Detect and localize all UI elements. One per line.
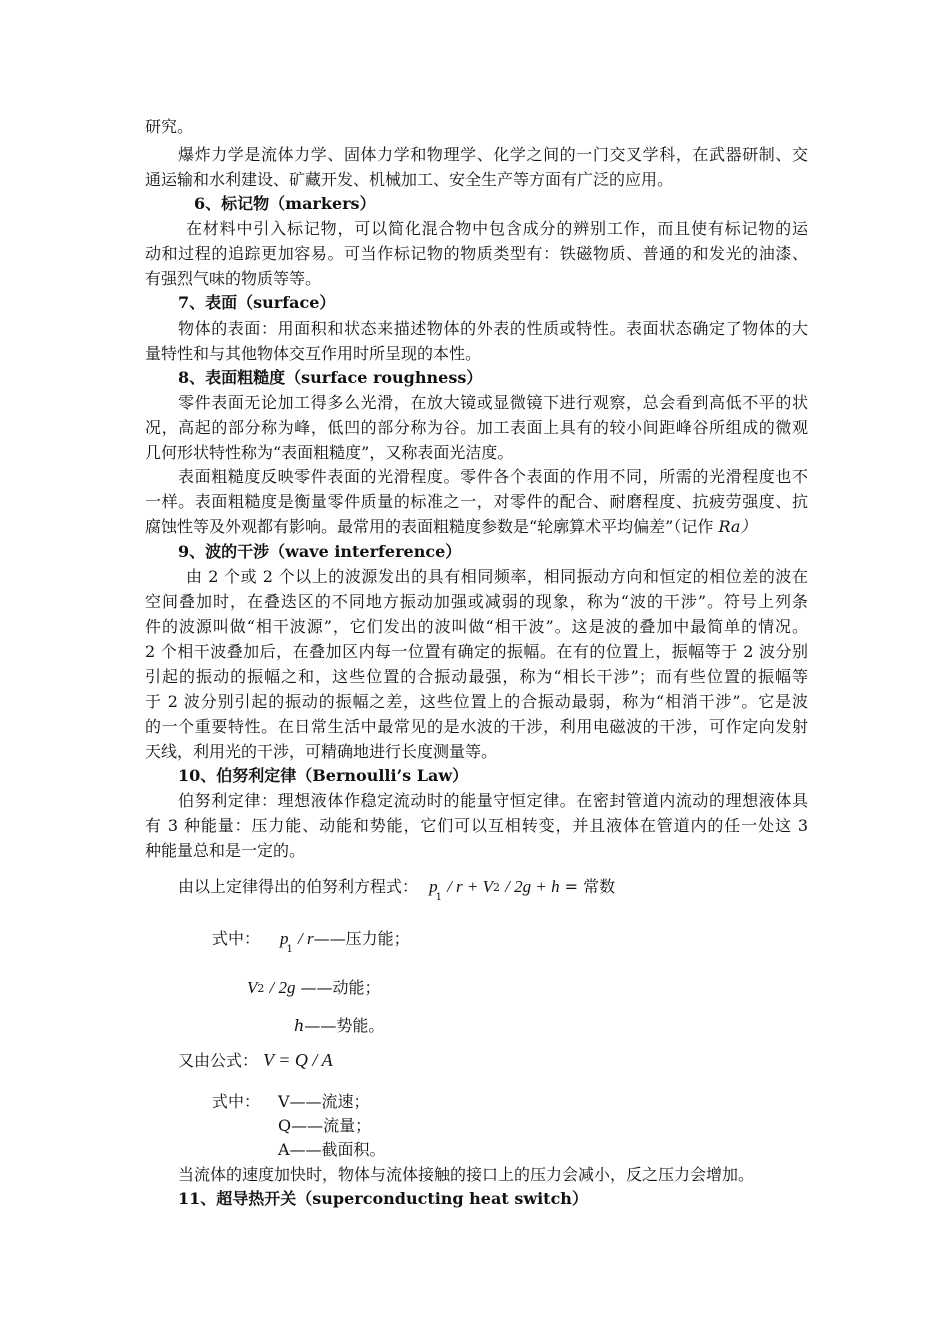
paragraph-line: 一样。表面粗糙度是衡量零件质量的标准之一，对零件的配合、耐磨程度、抗疲劳强度、抗 (145, 492, 808, 511)
section-heading-superconducting-heat-switch: 11、超导热开关（superconducting heat switch） (178, 1189, 588, 1208)
term-expression: / r (297, 929, 314, 948)
paragraph-line: 当流体的速度加快时，物体与流体接触的接口上的压力会减小，反之压力会增加。 (178, 1165, 755, 1184)
equation-term: / r + V (447, 877, 494, 896)
term-velocity: V——流速； (278, 1092, 370, 1111)
paragraph-line: 动和过程的追踪更加容易。可当作标记物的物质类型有：铁磁物质、普通的和发光的油漆、 (145, 244, 808, 263)
formula-intro: 又由公式： (178, 1051, 259, 1070)
paragraph-line: 有强烈气味的物质等等。 (145, 269, 322, 288)
paragraph-line: 物体的表面：用面积和状态来描述物体的外表的性质或特性。表面状态确定了物体的大 (178, 319, 808, 338)
ra-symbol: Ra） (718, 517, 757, 536)
paragraph-line: 引起的振动的振幅之和，这些位置的合振动最强，称为“相长干涉”；而有些位置的振幅等 (145, 667, 808, 686)
paragraph-line: 2 个相干波叠加后，在叠加区内每一位置有确定的振幅。在有的位置上，振幅等于 2 波分别 (145, 642, 808, 661)
pressure-symbol: p (429, 877, 438, 896)
bernoulli-equation (178, 877, 616, 903)
term-pressure-energy (280, 929, 410, 955)
paragraph-line: 伯努利定律：理想液体作稳定流动时的能量守恒定律。在密封管道内流动的理想液体具 (178, 791, 808, 810)
paragraph-line: 的一个重要特性。在日常生活中最常见的是水波的干涉，利用电磁波的干涉，可作定向发射 (145, 717, 808, 736)
paragraph-line: 有 3 种能量：压力能、动能和势能，它们可以互相转变，并且液体在管道内的任一处这 3 (145, 816, 808, 835)
paragraph-line: 种能量总和是一定的。 (145, 841, 306, 860)
term-area: A——截面积。 (278, 1140, 386, 1159)
velocity-exponent: 2 (493, 881, 501, 894)
paragraph-line: 于 2 波分别引起的振动的振幅之差，这些位置上的合振动最弱，称为“相消干涉”。它是波 (145, 692, 808, 711)
paragraph-line: 天线，利用光的干涉，可精确地进行长度测量等。 (145, 742, 498, 761)
velocity-exponent: 2 (257, 982, 265, 995)
equation-constant: = 常数 (559, 877, 616, 896)
pressure-subscript: 1 (286, 944, 293, 955)
pressure-subscript: 1 (435, 892, 442, 903)
section-heading-bernoulli: 10、伯努利定律（Bernoulli’s Law） (178, 766, 469, 785)
term-potential-energy (294, 1016, 384, 1036)
paragraph-line: 空间叠加时，在叠迭区的不同地方振动加强或减弱的现象，称为“波的干涉”。符号上列条 (145, 592, 808, 611)
height-symbol: h (294, 1016, 305, 1035)
where-label: 式中： (212, 1092, 261, 1111)
paragraph-text: 腐蚀性等及外观都有影响。最常用的表面粗糙度参数是“轮廓算术平均偏差”（记作 (145, 517, 719, 536)
term-description: ——压力能； (313, 929, 410, 948)
term-description: ——势能。 (304, 1016, 385, 1035)
paragraph-line: 爆炸力学是流体力学、固体力学和物理学、化学之间的一门交叉学科，在武器研制、交 (178, 145, 808, 164)
paragraph-line: 由 2 个或 2 个以上的波源发出的具有相同频率，相同振动方向和恒定的相位差的波在 (186, 567, 808, 586)
term-description: ——动能； (295, 978, 381, 997)
paragraph-line: 通运输和水利建设、矿藏开发、机械加工、安全生产等方面有广泛的应用。 (145, 170, 674, 189)
equation-term: / 2g + h (505, 877, 560, 896)
section-heading-surface: 7、表面（surface） (178, 293, 336, 312)
pressure-symbol: p (280, 929, 289, 948)
term-kinetic-energy (247, 978, 381, 1000)
paragraph-line: 研究。 (145, 117, 194, 136)
equation-intro: 由以上定律得出的伯努利方程式： (178, 877, 419, 896)
paragraph-line (145, 517, 756, 537)
section-heading-markers: 6、标记物（markers） (194, 194, 376, 213)
formula-expression: V = Q / A (263, 1050, 333, 1070)
paragraph-line: 况，高起的部分称为峰，低凹的部分称为谷。加工表面上具有的较小间距峰谷所组成的微观 (145, 418, 808, 437)
term-flow: Q——流量； (278, 1116, 372, 1135)
where-label: 式中： (212, 929, 261, 948)
paragraph-line: 量特性和与其他物体交互作用时所呈现的本性。 (145, 344, 482, 363)
paragraph-line: 几何形状特性称为“表面粗糙度”，又称表面光洁度。 (145, 443, 514, 462)
term-expression: / 2g (269, 978, 296, 997)
paragraph-line: 件的波源叫做“相干波源”，它们发出的波叫做“相干波”。这是波的叠加中最简单的情况。 (145, 617, 808, 636)
velocity-symbol: V (247, 978, 258, 997)
section-heading-wave-interference: 9、波的干涉（wave interference） (178, 542, 462, 561)
flow-formula (178, 1050, 333, 1071)
paragraph-line: 表面粗糙度反映零件表面的光滑程度。零件各个表面的作用不同，所需的光滑程度也不 (178, 467, 808, 486)
section-heading-surface-roughness: 8、表面粗糙度（surface roughness） (178, 368, 483, 387)
paragraph-line: 零件表面无论加工得多么光滑，在放大镜或显微镜下进行观察，总会看到高低不平的状 (178, 393, 808, 412)
paragraph-line: 在材料中引入标记物，可以简化混合物中包含成分的辨别工作，而且使有标记物的运 (186, 219, 808, 238)
